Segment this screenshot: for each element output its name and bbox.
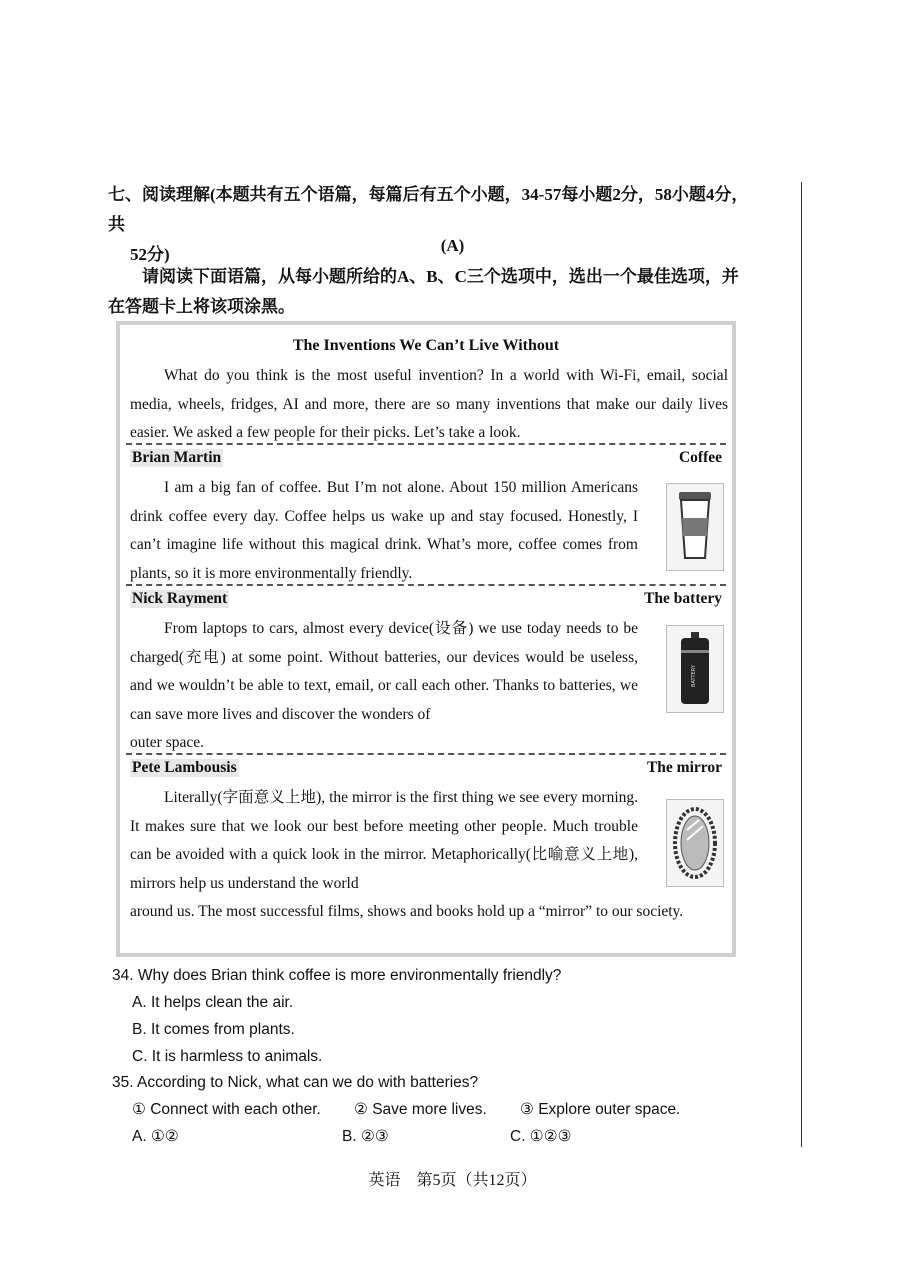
battery-icon: [666, 625, 724, 713]
person-name-nick: Nick Rayment: [132, 590, 228, 607]
instructions: 请阅读下面语篇，从每小题所给的A、B、C三个选项中，选出一个最佳选项，并在答题卡上将该项涂黑。: [108, 267, 739, 316]
article-intro: What do you think is the most useful invention? In a world with Wi-Fi, email, social media, wheels, fridges, AI and more, there are so many inventions that make our daily lives easier. We asked a few people for their picks. Let’s take a look.: [130, 367, 728, 441]
invention-coffee: Coffee: [678, 449, 722, 466]
option-34-a: A. It helps clean the air.: [132, 994, 294, 1011]
mirror-icon: [666, 799, 724, 887]
coffee-cup-icon: [666, 483, 724, 571]
divider: [126, 753, 726, 755]
statement-35-2: ② Save more lives.: [354, 1101, 487, 1118]
person-name-brian: Brian Martin: [132, 449, 222, 466]
divider: [126, 443, 726, 445]
option-34-c: C. It is harmless to animals.: [132, 1048, 323, 1065]
option-34-b: B. It comes from plants.: [132, 1021, 295, 1038]
invention-mirror: The mirror: [646, 759, 722, 776]
section-heading-line2: 52分): [130, 245, 170, 264]
statement-35-3: ③ Explore outer space.: [520, 1101, 681, 1118]
option-35-a: A. ①②: [132, 1128, 179, 1145]
section-heading-line1: 七、阅读理解(本题共有五个语篇，每篇后有五个小题，34-57每小题2分，58小题4分，共: [108, 185, 749, 234]
page-footer: 英语 第5页（共12页）: [368, 1172, 537, 1189]
section-heading: [108, 180, 758, 270]
entry-text-mirror-tail: around us. The most successful films, shows and books hold up a “mirror” to our society.: [130, 903, 684, 920]
entry-text-battery: From laptops to cars, almost every device(设备) we use today needs to be charged(充电) at some point. Without batteries, our devices would be useless, and we wouldn’t be able to text, email, or call each other. Thanks to batteries, we can save more lives and discover the wonders of: [130, 620, 638, 723]
question-35: 35. According to Nick, what can we do with batteries?: [112, 1074, 479, 1091]
entry-text-battery-tail: outer space.: [130, 734, 205, 751]
entry-text-mirror: Literally(字面意义上地), the mirror is the first thing we see every morning. It makes sure that we look our best before meeting other people. Much trouble can be avoided with a quick look in the mirror. Metaphorically(比喻意义上地), mirrors help us understand the world: [130, 789, 638, 892]
entry-text-coffee: I am a big fan of coffee. But I’m not alone. About 150 million Americans drink coffee every day. Coffee helps us wake up and stay focused. Honestly, I can’t imagine life without this magical drink. What’s more, coffee comes from plants, so it is more environmentally friendly.: [130, 479, 638, 582]
question-34: 34. Why does Brian think coffee is more environmentally friendly?: [112, 967, 562, 984]
margin-line: [801, 182, 802, 1147]
battery-icon-label: BATTERY: [691, 665, 697, 687]
part-label: (A): [440, 236, 465, 255]
option-35-c: C. ①②③: [510, 1128, 572, 1145]
invention-battery: The battery: [644, 590, 722, 607]
article-box: [116, 321, 736, 957]
person-name-pete: Pete Lambousis: [132, 759, 237, 776]
divider: [126, 584, 726, 586]
option-35-b: B. ②③: [342, 1128, 389, 1145]
statement-35-1: ① Connect with each other.: [132, 1101, 321, 1118]
article-title: The Inventions We Can’t Live Without: [292, 337, 560, 354]
